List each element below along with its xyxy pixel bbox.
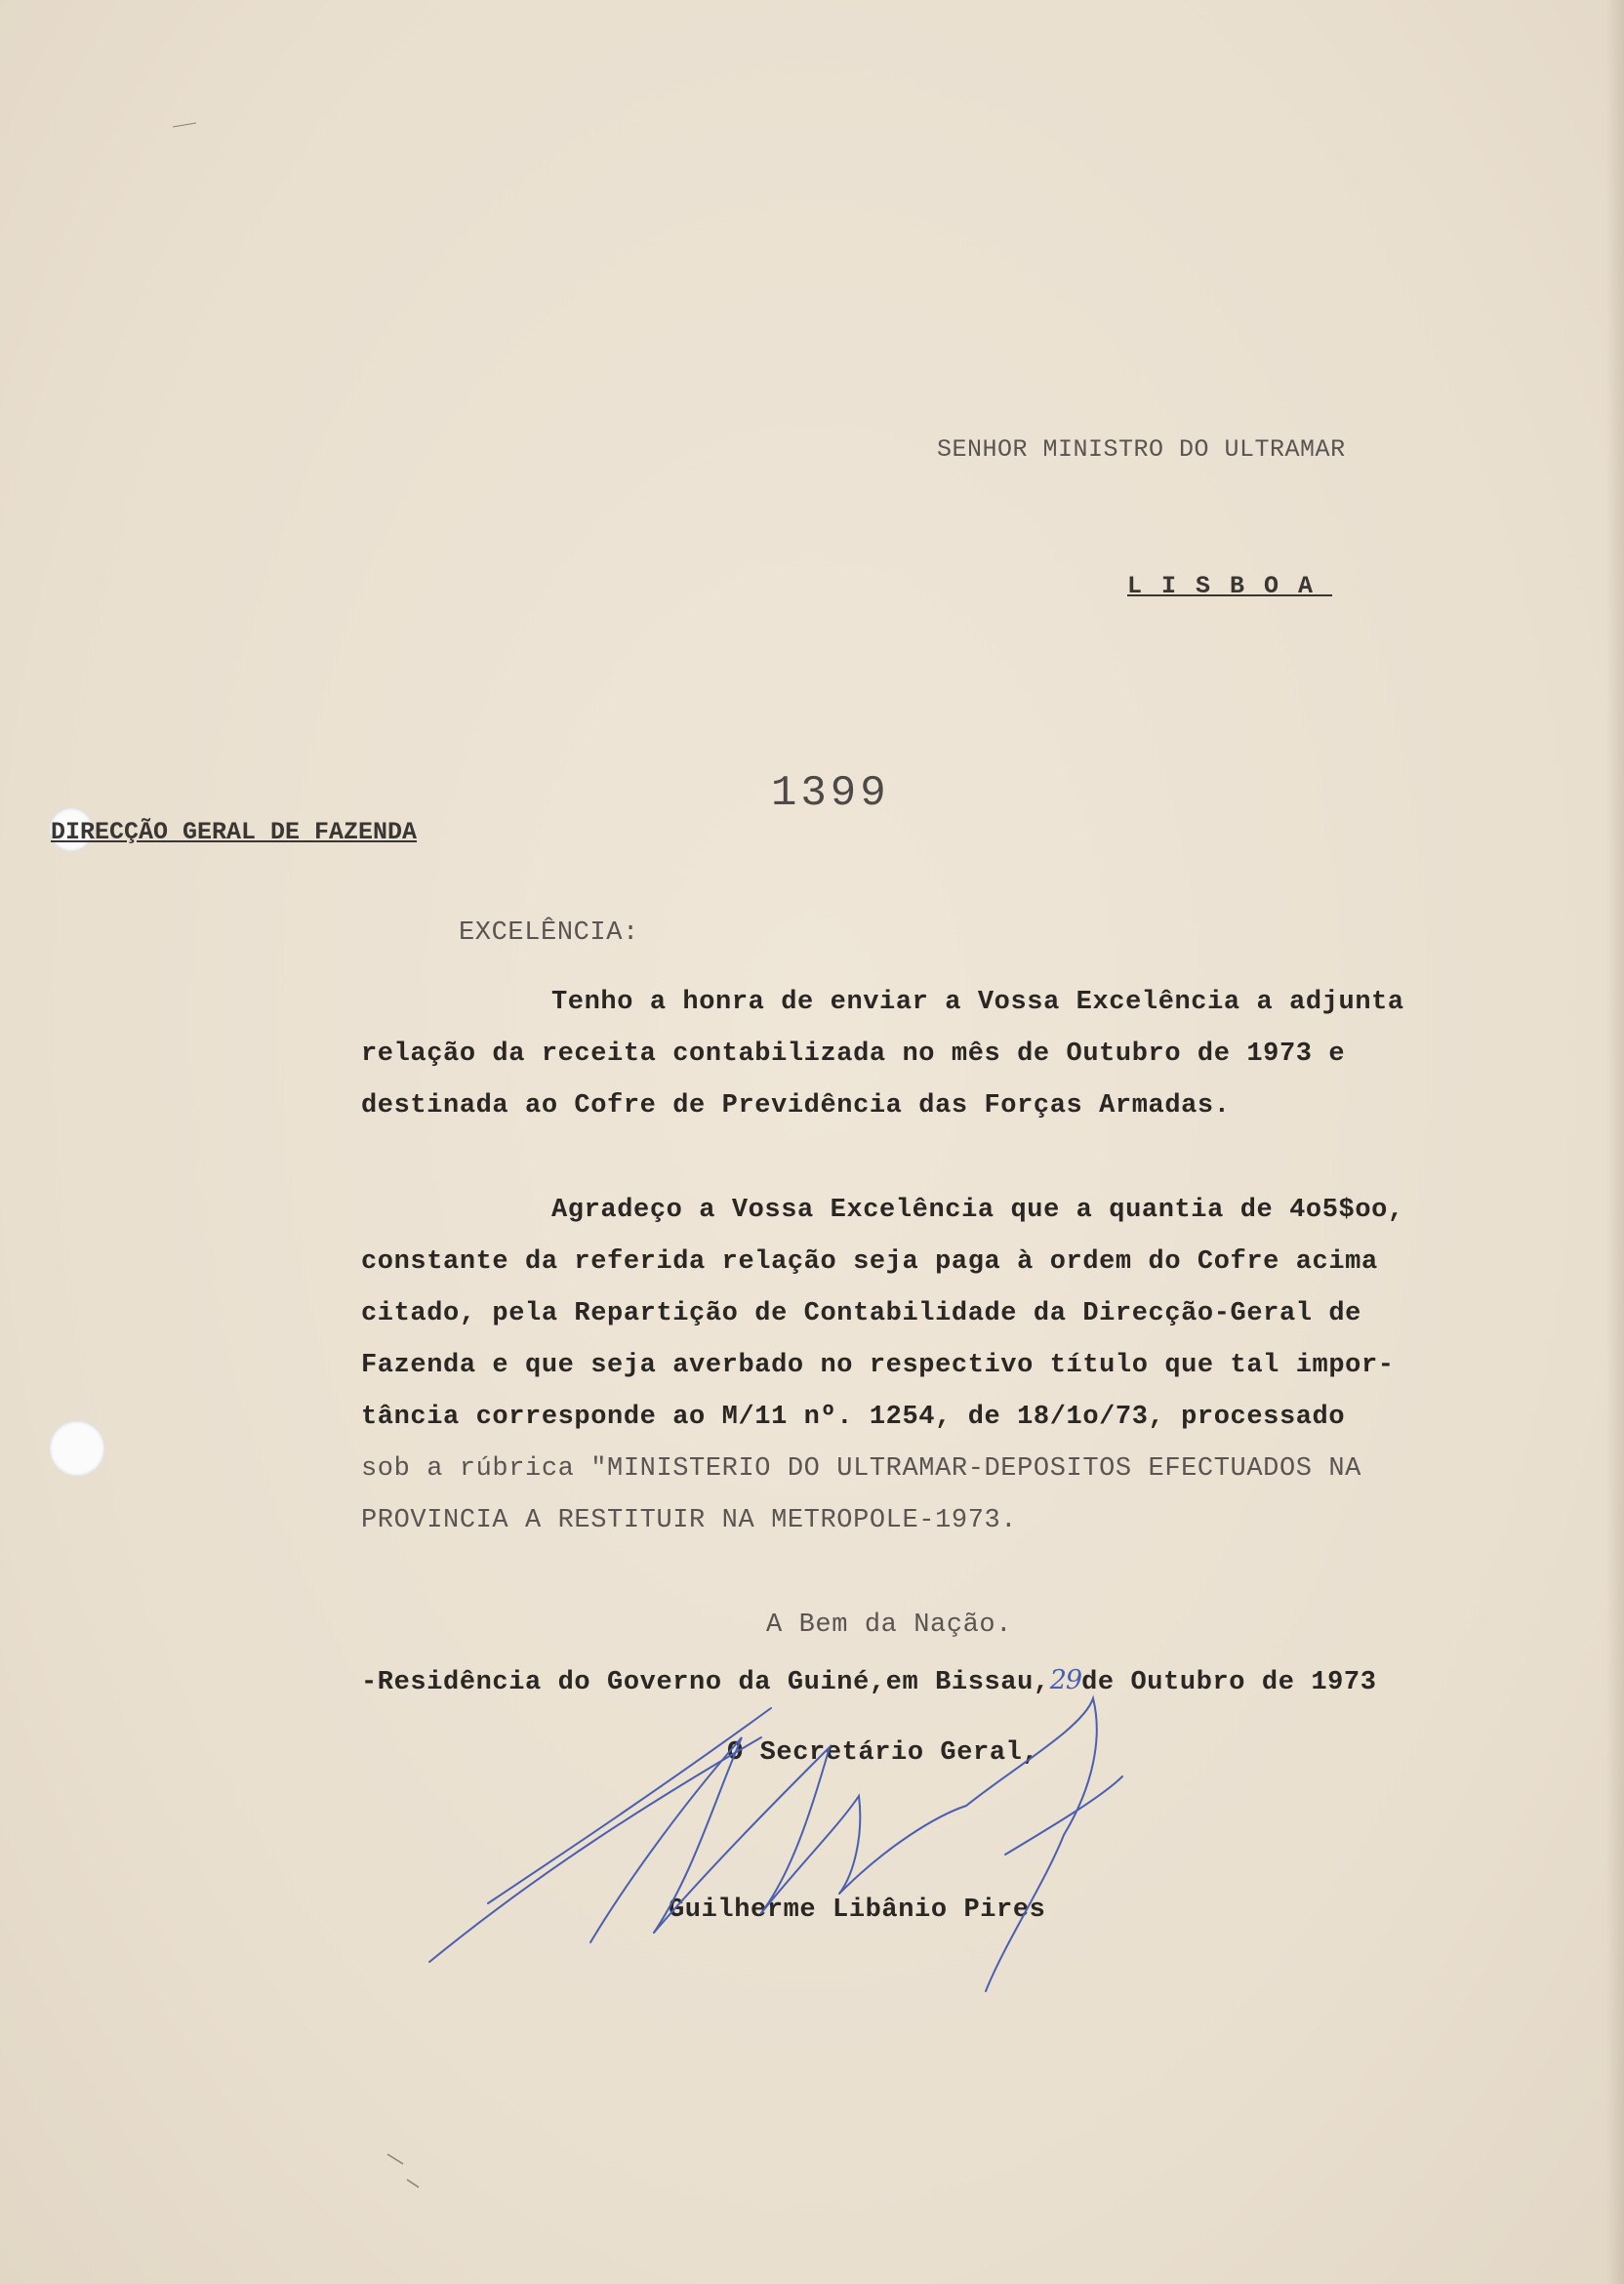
signatory-name: Guilherme Libânio Pires xyxy=(669,1896,1046,1925)
place-date-prefix: -Residência do Governo da Guiné,em Bissau, xyxy=(361,1668,1050,1697)
paragraph2-line: Fazenda e que seja averbado no respectivo título que tal impor- xyxy=(361,1351,1395,1380)
place-date-suffix: de Outubro de 1973 xyxy=(1081,1668,1377,1697)
paragraph2-line: citado, pela Repartição de Contabilidade da Direcção-Geral de xyxy=(361,1299,1361,1328)
closing-motto: A Bem da Nação. xyxy=(766,1611,1013,1640)
reference-number: 1399 xyxy=(771,769,890,818)
paragraph2-line: tância corresponde ao M/11 nº. 1254, de 18/1o/73, processado xyxy=(361,1403,1346,1432)
paragraph2-line: constante da referida relação seja paga à ordem do Cofre acima xyxy=(361,1247,1378,1277)
paragraph1-line: Tenho a honra de enviar a Vossa Excelência a adjunta xyxy=(551,988,1404,1017)
paragraph1-line: relação da receita contabilizada no mês de Outubro de 1973 e xyxy=(361,1040,1346,1069)
paragraph1-line: destinada ao Cofre de Previdência das Forças Armadas. xyxy=(361,1091,1231,1121)
paper-speck-bottom xyxy=(386,2152,425,2191)
handwritten-signature xyxy=(420,1679,1279,2011)
paragraph2-line: PROVINCIA A RESTITUIR NA METROPOLE-1973. xyxy=(361,1506,1018,1535)
department-heading: DIRECÇÃO GERAL DE FAZENDA xyxy=(51,818,418,846)
page-edge-shadow xyxy=(1606,0,1624,2284)
recipient-title: SENHOR MINISTRO DO ULTRAMAR xyxy=(937,435,1346,464)
recipient-city: LISBOA xyxy=(1127,572,1333,600)
paragraph2-line: Agradeço a Vossa Excelência que a quantia de 4o5$oo, xyxy=(551,1196,1404,1225)
paper-speck-top xyxy=(171,117,200,137)
paragraph2-line: sob a rúbrica "MINISTERIO DO ULTRAMAR-DEPOSITOS EFECTUADOS NA xyxy=(361,1454,1361,1484)
salutation: EXCELÊNCIA: xyxy=(459,918,639,948)
punch-hole-bottom xyxy=(49,1420,105,1477)
signatory-title: O Secretário Geral, xyxy=(727,1738,1039,1768)
handwritten-day: 29 xyxy=(1049,1665,1082,1695)
